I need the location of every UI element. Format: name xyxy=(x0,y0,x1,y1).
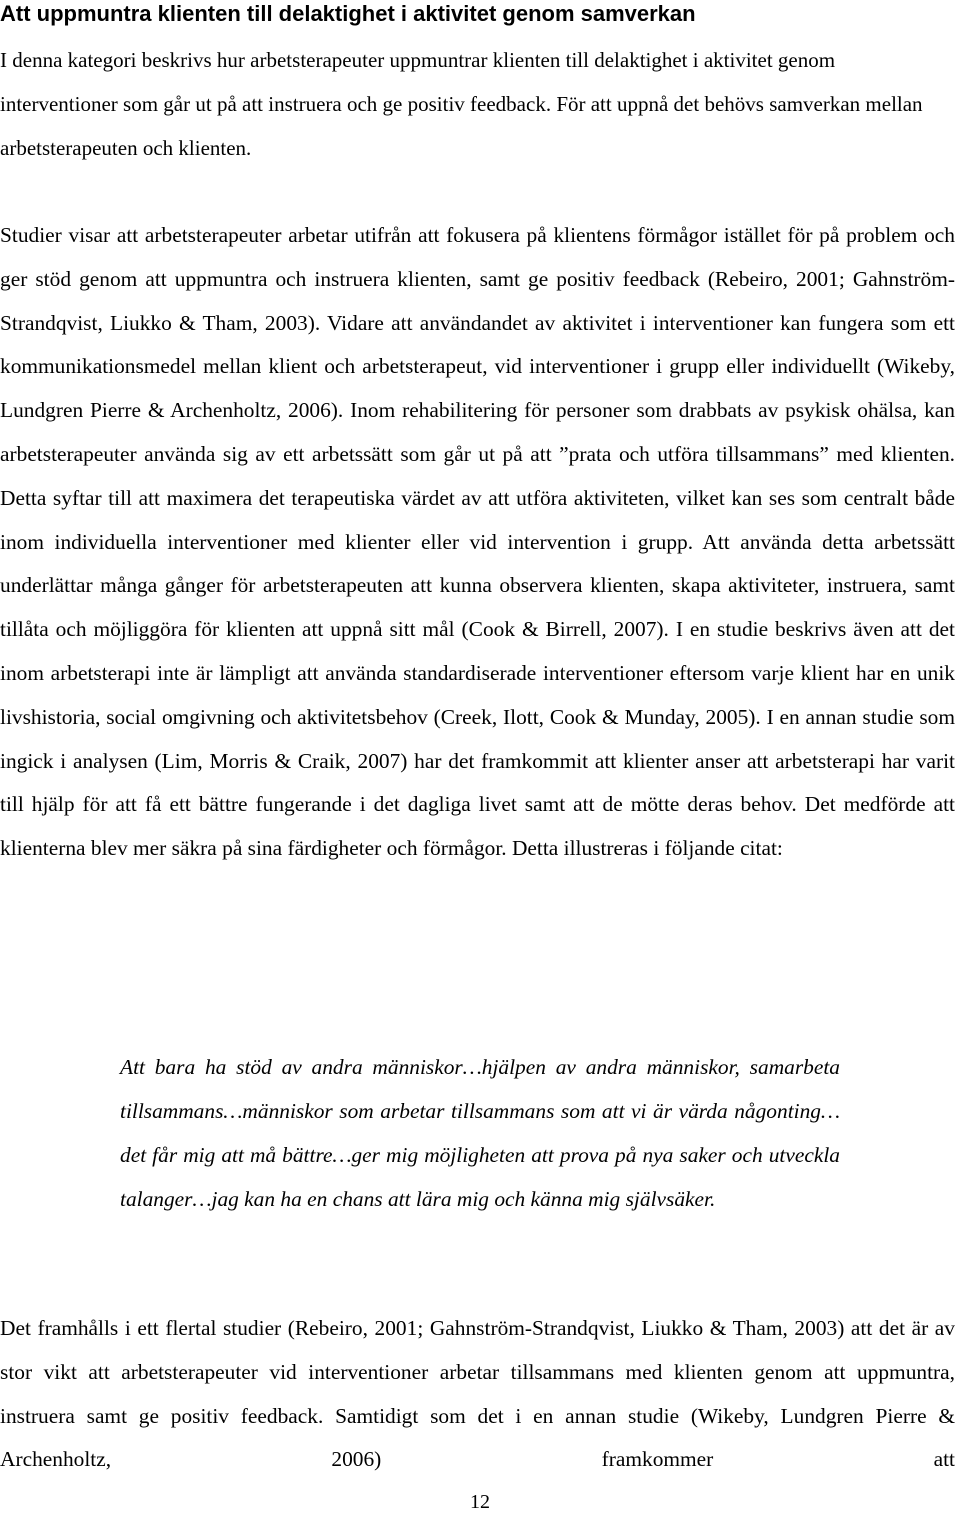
page-number: 12 xyxy=(470,1491,490,1513)
main-paragraph: Studier visar att arbetsterapeuter arbetar utifrån att fokusera på klientens förmågor istället för på problem och ger stöd genom att uppmuntra och instruera klienten, samt ge positiv feedback (Rebeiro, 2001; Gahnström-Strandqvist, Liukko & Tham, 2003). Vidare att användandet av aktivitet i interventioner kan fungera som ett kommunikationsmedel mellan klient och arbetsterapeut, vid interventioner i grupp eller individuellt (Wikeby, Lundgren Pierre & Archenholtz, 2006). Inom rehabilitering för personer som drabbats av psykisk ohälsa, kan arbetsterapeuter använda sig av ett arbetssätt som går ut på att ”prata och utföra tillsammans” med klienten. Detta syftar till att maximera det terapeutiska värdet av att utföra aktiviteten, vilket kan ses som centralt både inom individuella interventioner med klienter eller vid intervention i grupp. Att använda detta arbetssätt underlättar många gånger för arbetsterapeuten att kunna observera klienten, skapa aktiviteter, instruera, samt tillåta och möjliggöra för klienten att uppnå sitt mål (Cook & Birrell, 2007). I en studie beskrivs även att det inom arbetsterapi inte är lämpligt att använda standardiserade interventioner eftersom varje klient har en unik livshistoria, social omgivning och aktivitetsbehov (Creek, Ilott, Cook & Munday, 2005). I en annan studie som ingick i analysen (Lim, Morris & Craik, 2007) har det framkommit att klienter anser att arbetsterapi har varit till hjälp för att få ett bättre fungerande i det dagliga livet samt att de mötte deras behov. Det medförde att klienterna blev mer säkra på sina färdigheter och förmågor. Detta illustreras i följande citat: xyxy=(0,223,955,861)
section-heading: Att uppmuntra klienten till delaktighet i aktivitet genom samverkan xyxy=(0,1,696,26)
closing-paragraph: Det framhålls i ett flertal studier (Rebeiro, 2001; Gahnström-Strandqvist, Liukko & Tham, 2003) att det är av stor vikt att arbetsterapeuter vid interventioner arbetar tillsammans med klienten genom att uppmuntra, instruera samt ge positiv feedback. Samtidigt som det i en annan studie (Wikeby, Lundgren Pierre & Archenholtz, 2006) framkommer att xyxy=(0,1316,955,1472)
intro-paragraph: I denna kategori beskrivs hur arbetsterapeuter uppmuntrar klienten till delaktighet i aktivitet genom interventioner som går ut på att instruera och ge positiv feedback. För att uppnå det behövs samverkan mellan arbetsterapeuten och klienten. xyxy=(0,48,923,160)
block-quote: Att bara ha stöd av andra människor…hjälpen av andra människor, samarbeta tillsammans…människor som arbetar tillsammans som att vi är värda någonting…det får mig att må bättre…ger mig möjligheten att prova på nya saker och utveckla talanger…jag kan ha en chans att lära mig och känna mig självsäker. xyxy=(120,1055,840,1211)
